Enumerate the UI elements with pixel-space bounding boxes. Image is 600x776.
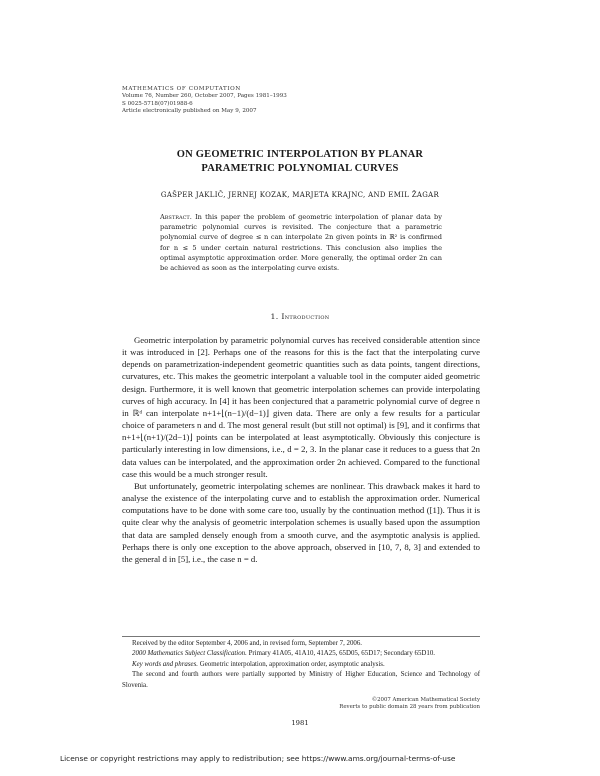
section-title: Introduction [281, 312, 330, 321]
footnote-msc-label: 2000 Mathematics Subject Classification. [132, 650, 247, 658]
footnote-support: The second and fourth authors were partially supported by Ministry of Higher Education, Science and Technology of Slovenia. [122, 671, 480, 689]
paper-authors: GAŠPER JAKLIČ, JERNEJ KOZAK, MARJETA KRAJNC, AND EMIL ŽAGAR [160, 191, 440, 199]
journal-header [122, 86, 287, 116]
journal-published: Article electronically published on May 9, 2007 [122, 108, 257, 115]
body-paragraph-1: Geometric interpolation by parametric polynomial curves has received considerable attention since it was introduced in [2]. Perhaps one of the reasons for this is the fact that the interpolating curve depends on parametrization-independent geometric quantities such as data points, tangent directions, curvatures, etc. This makes the geometric interpolant a valuable tool in the computer aided geometric design. Furthermore, it is well known that geometric interpolation schemes can provide interpolating curves of high accuracy. In [4] it has been conjectured that a parametric polynomial curve of degree n in ℝᵈ can interpolate n+1+⌊(n−1)/(d−1)⌋ given data. There are only a few results for a particular choice of parameters n and d. The most general result (but still not optimal) is [9], and it confirms that n+1+⌊(n+1)/(2d−1)⌋ points can be interpolated at least asymptotically. Obviously this conjecture is particularly interesting in low dimensions, i.e., d = 2, 3. In the planar case it reduces to a guess that 2n data values can be interpolated, and the approximation order 2n achieved. Compared to the functional case this would be a much stronger result. [122, 335, 480, 479]
page-number: 1981 [291, 719, 309, 727]
abstract [160, 212, 442, 273]
footnote-msc [122, 649, 480, 659]
title-line-1: ON GEOMETRIC INTERPOLATION BY PLANAR [176, 149, 424, 160]
copyright-line-2: Reverts to public domain 28 years from publication [339, 704, 480, 710]
footnote-keywords-label: Key words and phrases. [132, 660, 198, 668]
footnote-received: Received by the editor September 4, 2006 and, in revised form, September 7, 2006. [132, 640, 363, 647]
journal-name: MATHEMATICS OF COMPUTATION [122, 86, 241, 92]
footnotes [122, 636, 480, 691]
body-paragraph-2: But unfortunately, geometric interpolating schemes are nonlinear. This drawback makes it hard to analyse the existence of the interpolating curve and to establish the approximation order. Numerical computations have to be done with some care too, usually by the continuation method ([1]). Thus it is quite clear why the analysis of geometric interpolation schemes is usually based upon the assumption that data are sampled densely enough from a smooth curve, and the asymptotic analysis is applied. Perhaps there is only one exception to the above approach, observed in [10, 7, 8, 3] and extended to the general d in [5], i.e., the case n = d. [122, 480, 480, 564]
journal-issn: S 0025-5718(07)01988-6 [122, 100, 193, 107]
abstract-text: In this paper the problem of geometric interpolation of planar data by parametric polynomial curves is revisited. The conjecture that a parametric polynomial curve of degree ≤ n can interpolate 2n given points in ℝ² is confirmed for n ≤ 5 under certain natural restrictions. This conclusion also implies the optimal asymptotic approximation order. More generally, the optimal order 2n can be achieved as soon as the interpolating curve exists. [160, 213, 442, 273]
section-number: 1. [270, 312, 279, 321]
license-note: License or copyright restrictions may apply to redistribution; see https://www.ams.org/journal-terms-of-use [60, 754, 456, 763]
body-text [122, 334, 480, 565]
section-heading [0, 312, 600, 321]
footnote-keywords [122, 660, 480, 670]
copyright-notice [320, 697, 480, 711]
footnote-msc-text: Primary 41A05, 41A10, 41A25, 65D05, 65D17; Secondary 65D10. [248, 650, 435, 658]
abstract-label: Abstract. [160, 213, 192, 221]
journal-volume: Volume 76, Number 260, October 2007, Pages 1981–1993 [122, 93, 287, 100]
footnote-keywords-text: Geometric interpolation, approximation order, asymptotic analysis. [199, 660, 385, 668]
paper-title [0, 148, 600, 176]
copyright-line-1: ©2007 American Mathematical Society [371, 697, 480, 703]
title-line-2: PARAMETRIC POLYNOMIAL CURVES [201, 163, 399, 174]
